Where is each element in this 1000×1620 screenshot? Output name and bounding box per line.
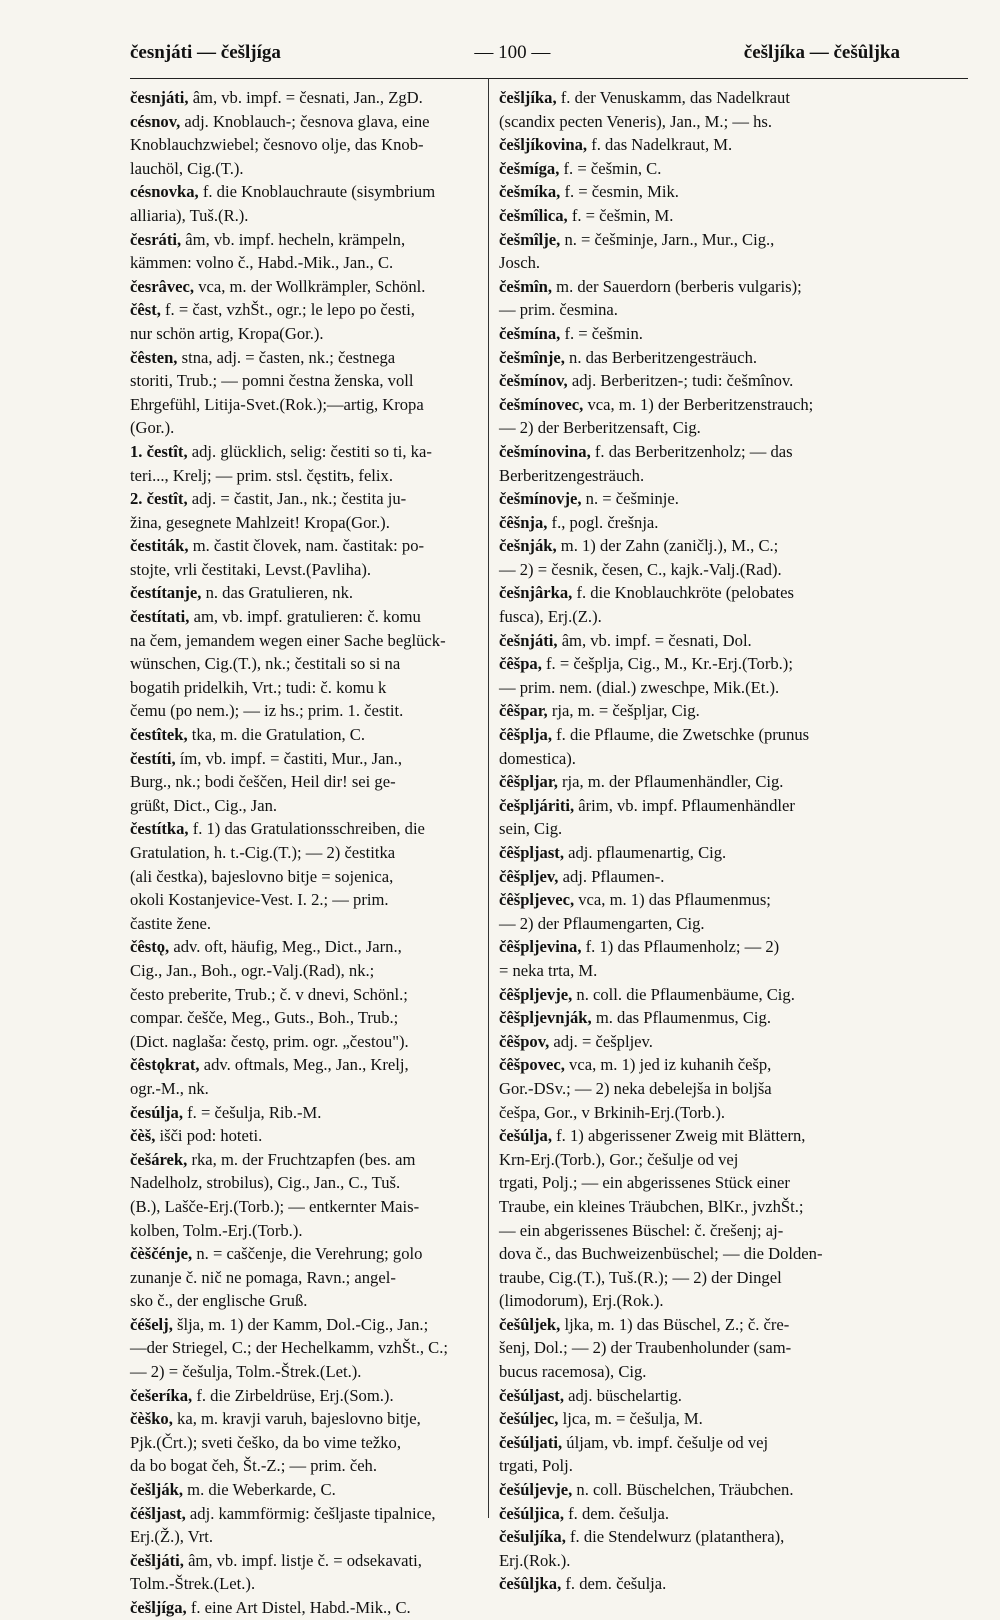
entry-text-line: Pjk.(Črt.); sveti češko, da bo vime težko, — [130, 1432, 401, 1452]
entry-headword: čêšpljevnják, — [499, 1008, 592, 1028]
entry-text-line: — ein abgerissenes Büschel: č. črešenj; aj- — [499, 1220, 784, 1240]
entry-headword: češmíga, — [499, 158, 560, 178]
entry-text-line: traube, Cig.(T.), Tuš.(R.); — 2) der Dingel — [499, 1267, 782, 1287]
entry-headword: češnjârka, — [499, 583, 573, 603]
dictionary-entry — [130, 1148, 475, 1242]
dictionary-entry — [499, 841, 959, 865]
dictionary-entry — [130, 581, 475, 605]
entry-text-line: f. das Berberitzenholz; — das — [594, 441, 793, 461]
dictionary-entry — [130, 1549, 475, 1596]
entry-text-line: adj. = častit, Jan., nk.; čestita ju- — [191, 489, 407, 509]
entry-text-line: f. die Pflaume, die Zwetschke (prunus — [556, 725, 810, 745]
entry-headword: češmíka, — [499, 182, 561, 202]
entry-text-line: ârim, vb. impf. Pflaumenhändler — [578, 795, 795, 815]
entry-text-line: f., pogl. črešnja. — [551, 512, 659, 532]
entry-text-line: n. = caščenje, die Verehrung; golo — [196, 1244, 423, 1264]
entry-text-line: f. 1) das Pflaumenholz; — 2) — [585, 937, 780, 957]
entry-headword: češmîn, — [499, 276, 552, 296]
entry-text-line: —der Striegel, C.; der Hechelkamm, vzhŠt., C.; — [130, 1338, 448, 1358]
entry-text-line: fusca), Erj.(Z.). — [499, 607, 602, 627]
entry-headword: češúljevje, — [499, 1480, 573, 1500]
entry-text-line: češpa, Gor., v Brkinih-Erj.(Torb.). — [499, 1102, 726, 1122]
entry-text-line: ljka, m. 1) das Büschel, Z.; č. čre- — [564, 1314, 790, 1334]
dictionary-entry — [130, 723, 475, 747]
entry-headword: čèško, — [130, 1409, 173, 1429]
entry-text-line: sko č., der englische Gruß. — [130, 1291, 308, 1311]
entry-text-line: âm, vb. impf. = česnati, Dol. — [561, 630, 752, 650]
header-last-word: češljíka — češûljka — [743, 42, 900, 63]
entry-text-line: šlja, m. 1) der Kamm, Dol.-Cig., Jan.; — [177, 1314, 429, 1334]
dictionary-entry — [130, 110, 475, 181]
entry-text-line: f. = česmin, Mik. — [564, 182, 679, 202]
entry-text-line: — prim. nem. (dial.) zweschpe, Mik.(Et.). — [499, 677, 780, 697]
entry-text-line: rja, m. der Pflaumenhändler, Cig. — [562, 772, 784, 792]
right-column — [499, 86, 959, 1596]
dictionary-entry — [499, 770, 959, 794]
entry-headword: čêšpar, — [499, 701, 548, 721]
entry-text-line: vca, m. der Wollkrämpler, Schönl. — [198, 276, 426, 296]
dictionary-entry — [130, 1101, 475, 1125]
entry-text-line: Burg., nk.; bodi češčen, Heil dir! sei ge- — [130, 772, 396, 792]
dictionary-entry — [499, 180, 959, 204]
dictionary-entry — [130, 935, 475, 1053]
entry-headword: češnják, — [499, 536, 557, 556]
entry-headword: česráti, — [130, 229, 182, 249]
dictionary-entry — [130, 1242, 475, 1313]
dictionary-entry — [130, 1478, 475, 1502]
entry-text-line: n. das Gratulieren, nk. — [205, 583, 354, 603]
entry-text-line: — 2) = česnik, česen, C., kajk.-Valj.(Rad). — [499, 559, 782, 579]
entry-text-line: Tolm.-Štrek.(Let.). — [130, 1574, 256, 1594]
entry-text-line: stojte, vrli čestitaki, Levst.(Pavliha). — [130, 559, 372, 579]
dictionary-entry — [499, 487, 959, 511]
entry-text-line: ogr.-M., nk. — [130, 1078, 209, 1098]
entry-text-line: adj. glücklich, selig: čestiti so ti, ka- — [191, 441, 432, 461]
dictionary-entry — [499, 275, 959, 322]
entry-headword: češljíkovina, — [499, 135, 588, 155]
entry-text-line: ím, vb. impf. = častiti, Mur., Jan., — [179, 748, 403, 768]
dictionary-entry — [499, 133, 959, 157]
entry-text-line: zunanje č. nič ne pomaga, Ravn.; angel- — [130, 1267, 396, 1287]
entry-text-line: Berberitzengesträuch. — [499, 465, 645, 485]
entry-headword: čéšljast, — [130, 1503, 186, 1523]
entry-text-line: — 2) der Pflaumengarten, Cig. — [499, 913, 705, 933]
page-number: — 100 — — [474, 42, 551, 63]
entry-text-line: Krn-Erj.(Torb.), Gor.; češulje od vej — [499, 1149, 739, 1169]
entry-text-line: (limodorum), Erj.(Rok.). — [499, 1291, 664, 1311]
entry-headword: češmínov, — [499, 371, 568, 391]
entry-headword: čestítanje, — [130, 583, 202, 603]
entry-text-line: bucus racemosa), Cig. — [499, 1362, 647, 1382]
dictionary-entry — [499, 652, 959, 699]
dictionary-entry — [499, 699, 959, 723]
entry-text-line: f. = češulja, Rib.-M. — [187, 1102, 322, 1122]
entry-text-line: n. = češminje, Jarn., Mur., Cig., — [564, 229, 775, 249]
entry-text-line: rka, m. der Fruchtzapfen (bes. am — [191, 1149, 416, 1169]
page-header — [130, 42, 900, 64]
dictionary-entry — [499, 440, 959, 487]
entry-headword: čestíti, — [130, 748, 176, 768]
dictionary-entry — [130, 1053, 475, 1100]
entry-headword: čestîtek, — [130, 725, 188, 745]
dictionary-entry — [499, 865, 959, 889]
entry-headword: češpljáriti, — [499, 795, 575, 815]
entry-text-line: adj. Knoblauch-; česnova glava, eine — [184, 111, 430, 131]
entry-text-line: m. 1) der Zahn (zaničlj.), M., C.; — [560, 536, 779, 556]
entry-text-line: (B.), Lašče-Erj.(Torb.); — entkernter Mais- — [130, 1196, 420, 1216]
entry-text-line: čemu (po nem.); — iz hs.; prim. 1. čestit. — [130, 701, 404, 721]
dictionary-entry — [499, 1525, 959, 1572]
entry-headword: 2. čestît, — [130, 489, 188, 509]
entry-text-line: n. das Berberitzengesträuch. — [569, 347, 758, 367]
entry-text-line: f. dem. češulja. — [568, 1503, 670, 1523]
dictionary-entry — [499, 511, 959, 535]
entry-headword: 1. čestît, — [130, 441, 188, 461]
entry-text-line: rja, m. = češpljar, Cig. — [551, 701, 700, 721]
entry-text-line: f. das Nadelkraut, M. — [591, 135, 733, 155]
entry-headword: češuljíka, — [499, 1527, 566, 1547]
entry-text-line: (ali čestka), bajeslovno bitje = sojenica, — [130, 866, 394, 886]
entry-headword: česúlja, — [130, 1102, 183, 1122]
entry-text-line: Gratulation, h. t.-Cig.(T.); — 2) čestitka — [130, 843, 396, 862]
entry-headword: čêšpljevina, — [499, 937, 582, 957]
entry-headword: čestítka, — [130, 819, 189, 839]
dictionary-entry — [499, 1030, 959, 1054]
dictionary-entry — [499, 1478, 959, 1502]
entry-text-line: grüßt, Dict., Cig., Jan. — [130, 795, 278, 815]
entry-text-line: adj. = češpljev. — [553, 1031, 653, 1051]
entry-headword: čêšpljevec, — [499, 890, 575, 910]
entry-text-line: išči pod: hoteti. — [159, 1126, 263, 1146]
entry-text-line: Erj.(Rok.). — [499, 1550, 571, 1570]
entry-text-line: nur schön artig, Kropa(Gor.). — [130, 323, 324, 343]
dictionary-entry — [499, 157, 959, 181]
dictionary-entry — [130, 1596, 475, 1620]
dictionary-entry — [499, 1053, 959, 1124]
dictionary-entry — [130, 747, 475, 818]
entry-text-line: — 2) der Berberitzensaft, Cig. — [499, 418, 701, 438]
dictionary-entry — [130, 1502, 475, 1549]
entry-text-line: ljca, m. = češulja, M. — [562, 1409, 703, 1429]
entry-text-line: kämmen: volno č., Habd.-Mik., Jan., C. — [130, 253, 394, 273]
entry-text-line: f. = češplja, Cig., M., Kr.-Erj.(Torb.); — [546, 654, 793, 674]
entry-text-line: Gor.-DSv.; — 2) neka debelejša in boljša — [499, 1078, 772, 1098]
entry-text-line: na čem, jemandem wegen einer Sache beglück- — [130, 630, 446, 650]
entry-text-line: domestica). — [499, 748, 576, 768]
entry-text-line: adj. pflaumenartig, Cig. — [568, 843, 727, 862]
header-rule — [130, 78, 968, 79]
entry-text-line: vca, m. 1) der Berberitzenstrauch; — [587, 394, 814, 414]
entry-text-line: f. = češmin, C. — [563, 158, 662, 178]
entry-headword: čêstǫ, — [130, 937, 170, 957]
entry-text-line: kolben, Tolm.-Erj.(Torb.). — [130, 1220, 303, 1240]
entry-headword: češúljica, — [499, 1503, 564, 1523]
entry-headword: česnjáti, — [130, 88, 189, 107]
dictionary-entry — [499, 935, 959, 982]
dictionary-entry — [499, 86, 959, 133]
entry-headword: čêst, — [130, 300, 161, 320]
entry-text-line: f. dem. češulja. — [565, 1574, 667, 1594]
entry-headword: češeríka, — [130, 1385, 193, 1405]
entry-text-line: adv. oft, häufig, Meg., Dict., Jarn., — [173, 937, 402, 957]
entry-text-line: f. die Zirbeldrüse, Erj.(Som.). — [196, 1385, 394, 1405]
entry-text-line: lauchöl, Cig.(T.). — [130, 158, 244, 178]
entry-text-line: âm, vb. impf. listje č. = odsekavati, — [188, 1550, 422, 1570]
dictionary-entry — [499, 204, 959, 228]
entry-headword: češúljast, — [499, 1385, 564, 1405]
dictionary-entry — [499, 346, 959, 370]
entry-text-line: žina, gesegnete Mahlzeit! Kropa(Gor.). — [130, 512, 390, 532]
dictionary-entry — [499, 983, 959, 1007]
entry-headword: česrâvec, — [130, 276, 195, 296]
entry-headword: češúlja, — [499, 1126, 552, 1146]
entry-text-line: vca, m. 1) jed iz kuhanih češp, — [569, 1055, 772, 1075]
entry-headword: češmína, — [499, 323, 561, 343]
entry-text-line: m. der Sauerdorn (berberis vulgaris); — [556, 276, 802, 296]
dictionary-entry — [499, 581, 959, 628]
entry-headword: češljíga, — [130, 1598, 187, 1617]
dictionary-entry — [499, 1006, 959, 1030]
entry-text-line: ka, m. kravji varuh, bajeslovno bitje, — [177, 1409, 421, 1429]
entry-text-line: n. coll. die Pflaumenbäume, Cig. — [576, 984, 795, 1004]
entry-text-line: šenj, Dol.; — 2) der Traubenholunder (sam- — [499, 1338, 792, 1358]
entry-headword: čêšnja, — [499, 512, 548, 532]
entry-headword: češmînje, — [499, 347, 565, 367]
entry-text-line: Ehrgefühl, Litija-Svet.(Rok.);—artig, Kropa — [130, 394, 424, 414]
entry-headword: češmínovina, — [499, 441, 591, 461]
entry-headword: čêstǫkrat, — [130, 1055, 200, 1075]
entry-text-line: (Gor.). — [130, 418, 175, 438]
entry-text-line: n. = češminje. — [585, 489, 679, 509]
dictionary-entry — [499, 1502, 959, 1526]
entry-text-line: f. der Venuskamm, das Nadelkraut — [560, 88, 790, 107]
entry-text-line: adj. kammförmig: češljaste tipalnice, — [189, 1503, 436, 1523]
entry-headword: češmínovec, — [499, 394, 584, 414]
entry-headword: čèščénje, — [130, 1244, 193, 1264]
entry-text-line: am, vb. impf. gratulieren: č. komu — [193, 607, 421, 627]
dictionary-entry — [130, 440, 475, 487]
entry-headword: češmîlica, — [499, 205, 568, 225]
entry-text-line: f. = češmin, M. — [571, 205, 674, 225]
entry-text-line: adj. Pflaumen-. — [562, 866, 665, 886]
entry-text-line: m. das Pflaumenmus, Cig. — [595, 1008, 771, 1028]
entry-text-line: Knoblauchzwiebel; česnovo olje, das Knob- — [130, 135, 424, 155]
entry-headword: češúljec, — [499, 1409, 559, 1429]
dictionary-entry — [499, 534, 959, 581]
entry-text-line: vca, m. 1) das Pflaumenmus; — [578, 890, 771, 910]
entry-text-line: adj. Berberitzen-; tudi: češmînov. — [571, 371, 794, 391]
column-divider — [488, 78, 489, 1518]
dictionary-entry — [130, 298, 475, 345]
dictionary-entry — [499, 1124, 959, 1313]
dictionary-entry — [499, 888, 959, 935]
dictionary-entry — [499, 1313, 959, 1384]
entry-headword: čêšplja, — [499, 725, 552, 745]
entry-text-line: okoli Kostanjevice-Vest. I. 2.; — prim. — [130, 890, 389, 910]
entry-text-line: âm, vb. impf. hecheln, krämpeln, — [185, 229, 406, 249]
entry-text-line: wünschen, Cig.(T.), nk.; čestitali so si na — [130, 654, 401, 674]
entry-text-line: f. die Knoblauchkröte (pelobates — [576, 583, 794, 603]
entry-headword: češúljati, — [499, 1432, 563, 1452]
entry-headword: češmîlje, — [499, 229, 561, 249]
entry-headword: césnov, — [130, 111, 181, 131]
entry-text-line: alliaria), Tuš.(R.). — [130, 205, 249, 225]
entry-text-line: âm, vb. impf. = česnati, Jan., ZgD. — [192, 88, 423, 107]
dictionary-entry — [130, 180, 475, 227]
entry-text-line: (scandix pecten Veneris), Jan., M.; — hs. — [499, 111, 772, 131]
dictionary-entry — [499, 629, 959, 653]
dictionary-entry — [499, 228, 959, 275]
entry-text-line: adj. büschelartig. — [568, 1385, 682, 1405]
entry-text-line: storiti, Trub.; — pomni čestna ženska, voll — [130, 371, 414, 391]
entry-text-line: Cig., Jan., Boh., ogr.-Valj.(Rad), nk.; — [130, 960, 375, 980]
entry-headword: čêšpljar, — [499, 772, 558, 792]
entry-headword: čêšpljast, — [499, 843, 564, 862]
dictionary-entry — [499, 1384, 959, 1408]
entry-text-line: m. častit človek, nam. častitak: po- — [192, 536, 425, 556]
dictionary-entry — [499, 1407, 959, 1431]
entry-text-line: Nadelholz, strobilus), Cig., Jan., C., Tuš. — [130, 1173, 401, 1193]
entry-text-line: = neka trta, M. — [499, 960, 598, 980]
entry-text-line: f. = češmin. — [564, 323, 643, 343]
dictionary-entry — [130, 1407, 475, 1478]
dictionary-entry — [499, 369, 959, 393]
entry-headword: češûljek, — [499, 1314, 561, 1334]
dictionary-entry — [130, 1313, 475, 1384]
dictionary-entry — [499, 794, 959, 841]
entry-headword: čêšpljevje, — [499, 984, 573, 1004]
entry-headword: čêšpovec, — [499, 1055, 565, 1075]
entry-text-line: — 2) = češulja, Tolm.-Štrek.(Let.). — [130, 1362, 362, 1382]
entry-text-line: úljam, vb. impf. češulje od vej — [566, 1432, 769, 1452]
entry-text-line: f. = čast, vzhŠt., ogr.; le lepo po česti, — [165, 300, 415, 320]
dictionary-entry — [130, 817, 475, 935]
entry-headword: čêšpov, — [499, 1031, 550, 1051]
entry-headword: češljáti, — [130, 1550, 184, 1570]
dictionary-entry — [499, 1572, 959, 1596]
entry-headword: češmínovje, — [499, 489, 582, 509]
dictionary-entry — [130, 346, 475, 440]
entry-headword: češûljka, — [499, 1574, 562, 1594]
entry-headword: čêšpa, — [499, 654, 542, 674]
entry-headword: čestítati, — [130, 607, 190, 627]
entry-text-line: stna, adj. = časten, nk.; čestnega — [181, 347, 396, 367]
entry-headword: češárek, — [130, 1149, 188, 1169]
entry-text-line: teri..., Krelj; — prim. stsl. čęstitъ, felix. — [130, 465, 393, 485]
entry-text-line: bogatih pridelkih, Vrt.; tudi: č. komu k — [130, 677, 387, 697]
entry-text-line: f. 1) das Gratulationsschreiben, die — [192, 819, 425, 839]
entry-text-line: f. 1) abgerissener Zweig mit Blättern, — [556, 1126, 806, 1146]
dictionary-entry — [130, 534, 475, 581]
entry-text-line: častite žene. — [130, 913, 212, 933]
dictionary-entry — [499, 723, 959, 770]
left-column — [130, 86, 475, 1620]
dictionary-entry — [130, 605, 475, 723]
entry-text-line: trgati, Polj.; — ein abgerissenes Stück einer — [499, 1173, 790, 1193]
entry-text-line: (Dict. naglaša: čestǫ, prim. ogr. „čestou"). — [130, 1031, 409, 1051]
entry-headword: češlják, — [130, 1480, 183, 1500]
dictionary-entry — [499, 322, 959, 346]
header-first-word: česnjáti — češljíga — [130, 42, 281, 63]
entry-headword: čêsten, — [130, 347, 178, 367]
entry-text-line: Erj.(Ž.), Vrt. — [130, 1527, 214, 1547]
dictionary-entry — [130, 1124, 475, 1148]
entry-text-line: — prim. česmina. — [499, 300, 618, 320]
entry-text-line: f. eine Art Distel, Habd.-Mik., C. — [190, 1598, 411, 1617]
entry-text-line: f. die Stendelwurz (platanthera), — [570, 1527, 785, 1547]
dictionary-entry — [130, 228, 475, 275]
entry-text-line: trgati, Polj. — [499, 1456, 573, 1476]
entry-text-line: adv. oftmals, Meg., Jan., Krelj, — [203, 1055, 409, 1075]
entry-text-line: Traube, ein kleines Träubchen, BlKr., jvzhŠt.; — [499, 1196, 804, 1216]
entry-text-line: često preberite, Trub.; č. v dnevi, Schönl.; — [130, 984, 408, 1004]
entry-headword: čèš, — [130, 1126, 156, 1146]
dictionary-entry — [499, 393, 959, 440]
entry-text-line: f. die Knoblauchraute (sisymbrium — [202, 182, 436, 202]
entry-text-line: dova č., das Buchweizenbüschel; — die Dolden- — [499, 1244, 823, 1264]
dictionary-entry — [499, 1431, 959, 1478]
entry-text-line: compar. češče, Meg., Guts., Boh., Trub.; — [130, 1008, 399, 1028]
dictionary-entry — [130, 487, 475, 534]
dictionary-entry — [130, 275, 475, 299]
entry-headword: čêšpljev, — [499, 866, 559, 886]
entry-headword: češljíka, — [499, 88, 557, 107]
dictionary-entry — [130, 1384, 475, 1408]
entry-headword: čéšelj, — [130, 1314, 173, 1334]
entry-text-line: n. coll. Büschelchen, Träubchen. — [576, 1480, 794, 1500]
entry-headword: čestiták, — [130, 536, 189, 556]
dictionary-entry — [130, 86, 475, 110]
entry-text-line: sein, Cig. — [499, 819, 563, 839]
entry-headword: češnjáti, — [499, 630, 558, 650]
entry-text-line: m. die Weberkarde, C. — [187, 1480, 336, 1500]
entry-headword: césnovka, — [130, 182, 199, 202]
entry-text-line: da bo bogat čeh, Št.-Z.; — prim. čeh. — [130, 1456, 378, 1476]
entry-text-line: tka, m. die Gratulation, C. — [191, 725, 366, 745]
entry-text-line: Josch. — [499, 253, 541, 273]
